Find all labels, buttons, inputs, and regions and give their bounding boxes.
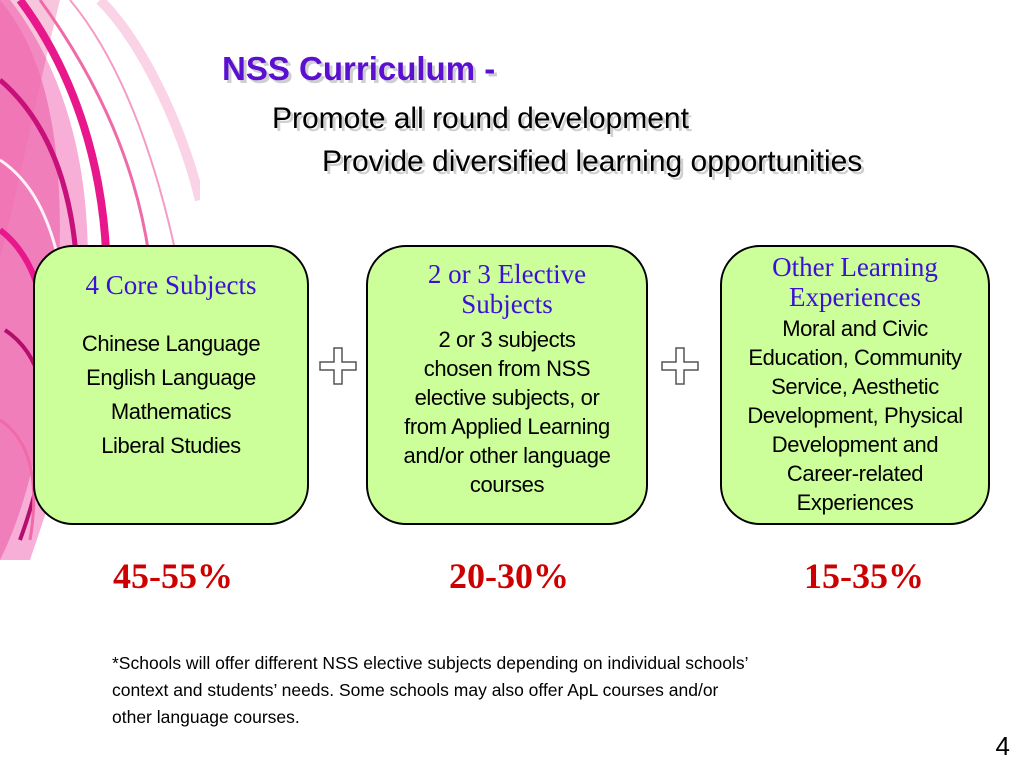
elective-subjects-box — [366, 245, 648, 525]
core-subject-item: Liberal Studies — [101, 433, 241, 458]
core-subject-item: Chinese Language — [81, 331, 261, 356]
footnote: *Schools will offer different NSS elective subjects depending on individual schools’ context and students’ needs. Some schools may also offer ApL courses and/or other language courses. — [112, 653, 749, 727]
other-learning-heading: Other Learning Experiences — [772, 252, 938, 312]
slide-subtitle-1: Promote all round development — [272, 102, 689, 135]
slide-subtitle-2: Provide diversified learning opportunities — [322, 145, 863, 178]
core-subjects-heading: 4 Core Subjects — [85, 270, 257, 300]
page-number: 4 — [995, 731, 1010, 761]
other-learning-percentage: 15-35% — [804, 556, 924, 596]
core-subject-item: Mathematics — [110, 399, 232, 424]
core-subjects-percentage: 45-55% — [113, 556, 233, 596]
core-subject-item: English Language — [86, 365, 256, 390]
other-learning-experiences-box — [720, 245, 990, 525]
elective-subjects-percentage: 20-30% — [449, 556, 569, 596]
core-subjects-box — [33, 245, 309, 525]
other-learning-description: Moral and Civic Education, Community Service, Aesthetic Development, Physical Development and Career-related Experiences — [747, 316, 963, 515]
elective-subjects-description: 2 or 3 subjects chosen from NSS elective subjects, or from Applied Learning and/or other language courses — [403, 327, 611, 497]
elective-subjects-heading: 2 or 3 Elective Subjects — [427, 259, 587, 319]
slide-title: NSS Curriculum - — [222, 50, 496, 87]
plus-icon — [660, 346, 700, 386]
core-subjects-list — [35, 327, 307, 463]
plus-icon — [318, 346, 358, 386]
